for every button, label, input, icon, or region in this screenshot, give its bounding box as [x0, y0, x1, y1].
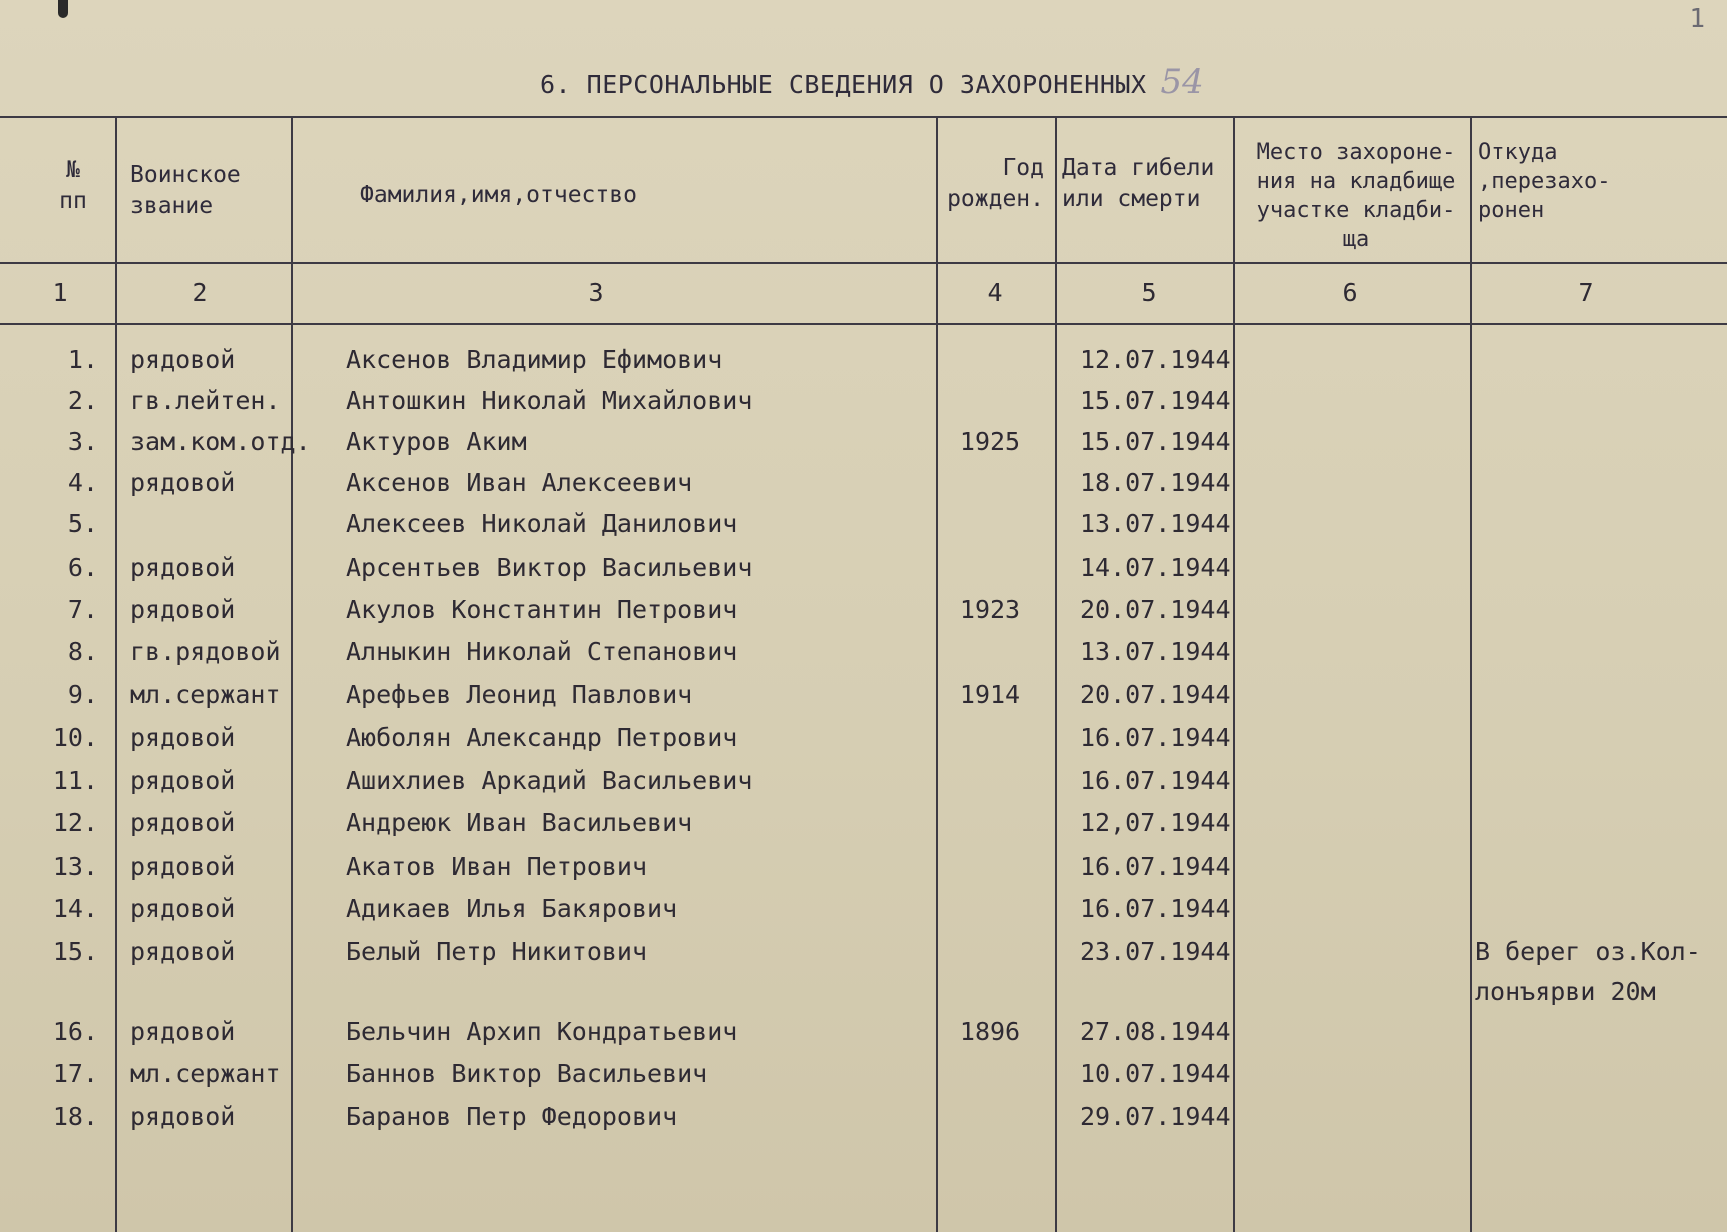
name-cell: Акулов Константин Петрович [346, 595, 738, 624]
header-rank: Воинское звание [130, 162, 241, 219]
row-number: 8. [67, 637, 98, 666]
header-divider [0, 262, 1727, 264]
table-row [0, 548, 1727, 588]
table-row [0, 504, 1727, 544]
rank-cell: рядовой [130, 894, 236, 923]
table-row [0, 422, 1727, 462]
column-number-5: 5 [1141, 278, 1157, 307]
name-cell: Антошкин Николай Михайлович [346, 386, 753, 415]
table-row [0, 761, 1727, 801]
death-date-cell: 16.07.1944 [1080, 852, 1231, 881]
name-cell: Аксенов Владимир Ефимович [346, 345, 723, 374]
column-number-1: 1 [52, 278, 68, 307]
name-cell: Алныкин Николай Степанович [346, 637, 738, 666]
death-date-cell: 12.07.1944 [1080, 345, 1231, 374]
birth-year-cell: 1896 [959, 1017, 1021, 1046]
reburied-from-cell: В берег оз.Кол- лонъярви 20м [1475, 937, 1701, 1006]
rank-cell: рядовой [130, 937, 236, 966]
rank-cell: рядовой [130, 808, 236, 837]
rank-cell: рядовой [130, 345, 236, 374]
name-cell: Арсентьев Виктор Васильевич [346, 553, 753, 582]
rank-cell: гв.лейтен. [130, 386, 281, 415]
table-top-border [0, 116, 1727, 118]
rank-cell: рядовой [130, 766, 236, 795]
row-number: 4. [67, 468, 98, 497]
header-burial-place: Место захороне- ния на кладбище участке кладби- ща [1256, 140, 1456, 252]
row-number: 12. [52, 808, 98, 837]
row-number: 10. [52, 723, 98, 752]
death-date-cell: 15.07.1944 [1080, 386, 1231, 415]
column-number-2: 2 [192, 278, 208, 307]
name-cell: Адикаев Илья Бакярович [346, 894, 678, 923]
name-cell: Аксенов Иван Алексеевич [346, 468, 693, 497]
death-date-cell: 16.07.1944 [1080, 723, 1231, 752]
table-row [0, 590, 1727, 630]
name-cell: Андреюк Иван Васильевич [346, 808, 693, 837]
column-number-6: 6 [1342, 278, 1358, 307]
death-date-cell: 16.07.1944 [1080, 766, 1231, 795]
row-number: 11. [52, 766, 98, 795]
name-cell: Акатов Иван Петрович [346, 852, 648, 881]
table-row [0, 889, 1727, 929]
title-row [540, 62, 1204, 102]
death-date-cell: 20.07.1944 [1080, 680, 1231, 709]
row-number: 17. [52, 1059, 98, 1088]
row-number: 5. [67, 509, 98, 538]
table-row [0, 463, 1727, 503]
death-date-cell: 29.07.1944 [1080, 1102, 1231, 1131]
table-row [0, 1012, 1727, 1052]
row-number: 16. [52, 1017, 98, 1046]
rank-cell: рядовой [130, 468, 236, 497]
death-date-cell: 16.07.1944 [1080, 894, 1231, 923]
row-number: 2. [67, 386, 98, 415]
rank-cell: рядовой [130, 1102, 236, 1131]
name-cell: Аюболян Александр Петрович [346, 723, 738, 752]
row-number: 13. [52, 852, 98, 881]
death-date-cell: 15.07.1944 [1080, 427, 1231, 456]
table-row [0, 1054, 1727, 1094]
table-row [0, 803, 1727, 843]
rank-cell: рядовой [130, 1017, 236, 1046]
birth-year-cell: 1923 [959, 595, 1021, 624]
name-cell: Бельчин Архип Кондратьевич [346, 1017, 738, 1046]
death-date-cell: 18.07.1944 [1080, 468, 1231, 497]
row-number: 7. [67, 595, 98, 624]
death-date-cell: 14.07.1944 [1080, 553, 1231, 582]
column-number-4: 4 [987, 278, 1003, 307]
name-cell: Белый Петр Никитович [346, 937, 648, 966]
rank-cell: мл.сержант [130, 680, 281, 709]
page-title: 6. ПЕРСОНАЛЬНЫЕ СВЕДЕНИЯ О ЗАХОРОНЕННЫХ [540, 70, 1147, 99]
table-row [0, 632, 1727, 672]
birth-year-cell: 1914 [959, 680, 1021, 709]
sheet-number: 1 [1689, 4, 1705, 34]
name-cell: Ашихлиев Аркадий Васильевич [346, 766, 753, 795]
table-row [0, 381, 1727, 421]
row-number: 9. [67, 680, 98, 709]
table-row [0, 340, 1727, 380]
death-date-cell: 13.07.1944 [1080, 509, 1231, 538]
row-number: 6. [67, 553, 98, 582]
name-cell: Актуров Аким [346, 427, 527, 456]
rank-cell: рядовой [130, 595, 236, 624]
table-row [0, 847, 1727, 887]
rank-cell: рядовой [130, 852, 236, 881]
rank-cell: зам.ком.отд. [130, 427, 311, 456]
rank-cell: гв.рядовой [130, 637, 281, 666]
header-number: № пп [59, 157, 87, 214]
column-number-3: 3 [588, 278, 604, 307]
death-date-cell: 10.07.1944 [1080, 1059, 1231, 1088]
death-date-cell: 23.07.1944 [1080, 937, 1231, 966]
header-death-date: Дата гибели или смерти [1062, 155, 1215, 212]
rank-cell: рядовой [130, 553, 236, 582]
header-birth-year: Год рожден. [947, 155, 1044, 212]
name-cell: Баранов Петр Федорович [346, 1102, 678, 1131]
row-number: 18. [52, 1102, 98, 1131]
rank-cell: рядовой [130, 723, 236, 752]
row-number: 15. [52, 937, 98, 966]
birth-year-cell: 1925 [959, 427, 1021, 456]
table-row [0, 932, 1727, 1012]
name-cell: Арефьев Леонид Павлович [346, 680, 693, 709]
header-name: Фамилия,имя,отчество [360, 182, 637, 208]
death-date-cell: 13.07.1944 [1080, 637, 1231, 666]
column-number-divider [0, 323, 1727, 325]
death-date-cell: 27.08.1944 [1080, 1017, 1231, 1046]
table-row [0, 675, 1727, 715]
header-reburied-from: Откуда ,перезахо- ронен [1478, 140, 1611, 223]
column-number-7: 7 [1578, 278, 1594, 307]
name-cell: Баннов Виктор Васильевич [346, 1059, 708, 1088]
death-date-cell: 12,07.1944 [1080, 808, 1231, 837]
row-number: 3. [67, 427, 98, 456]
row-number: 14. [52, 894, 98, 923]
table-row [0, 1097, 1727, 1137]
rank-cell: мл.сержант [130, 1059, 281, 1088]
ink-mark [58, 0, 68, 18]
table-row [0, 718, 1727, 758]
handwritten-note: 54 [1160, 62, 1204, 102]
row-number: 1. [67, 345, 98, 374]
death-date-cell: 20.07.1944 [1080, 595, 1231, 624]
name-cell: Алексеев Николай Данилович [346, 509, 738, 538]
